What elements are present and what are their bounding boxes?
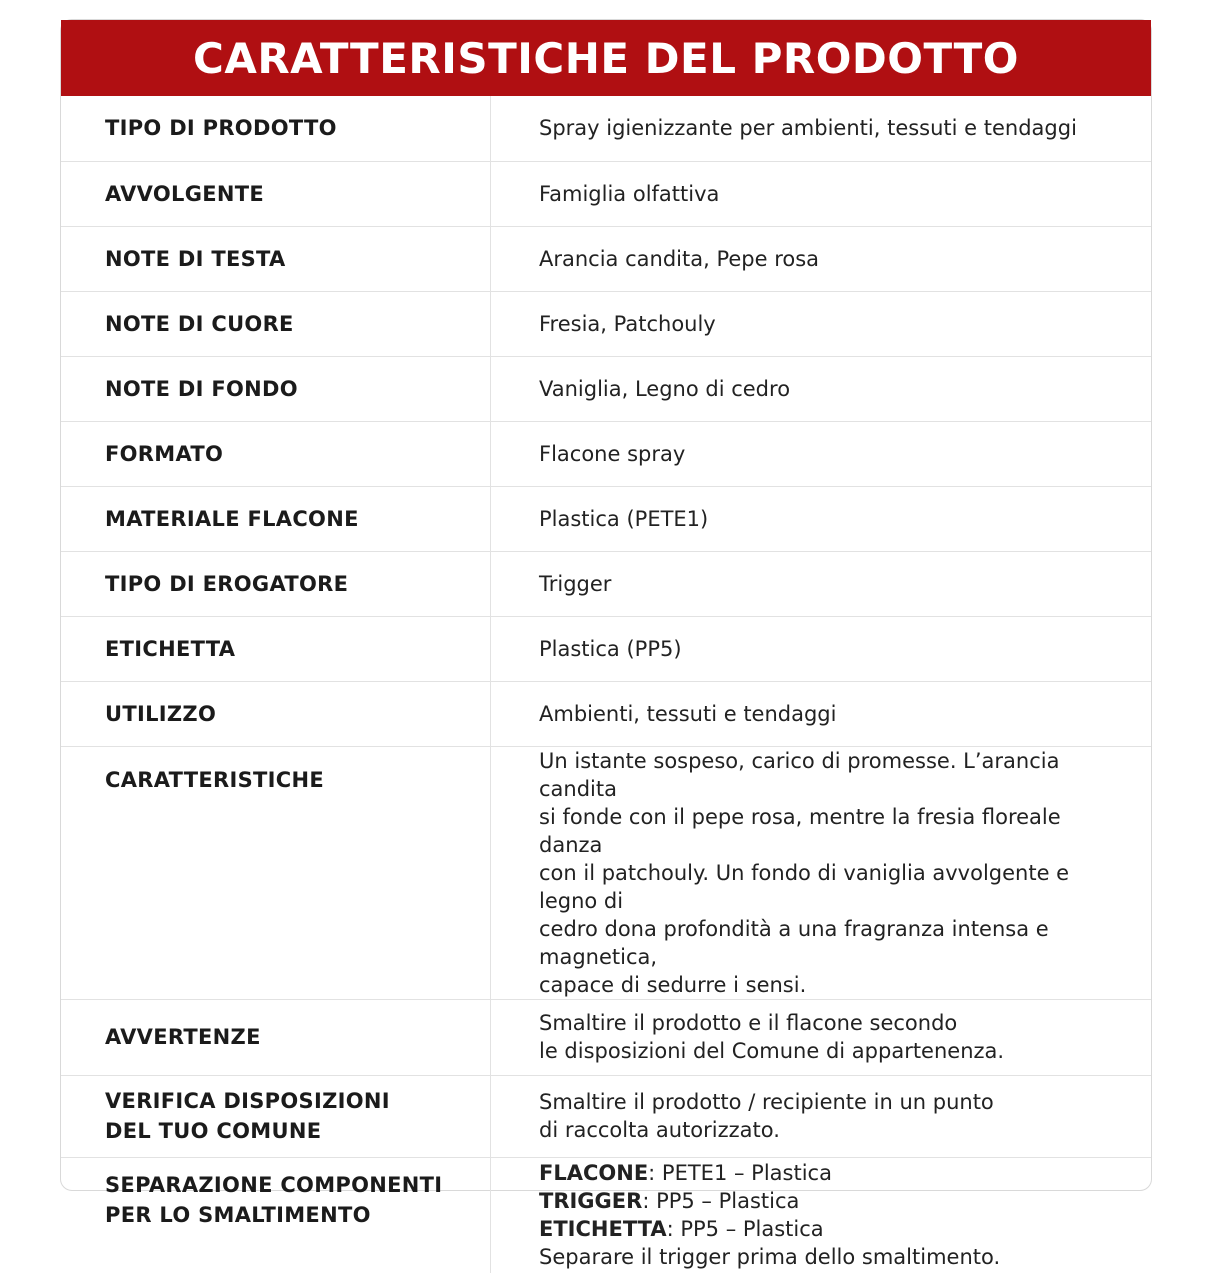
table-row — [61, 486, 1151, 551]
row-label: NOTE DI FONDO — [61, 356, 491, 421]
row-value: Ambienti, tessuti e tendaggi — [491, 681, 1152, 746]
page-title: CARATTERISTICHE DEL PRODOTTO — [193, 33, 1019, 83]
table-row — [61, 681, 1151, 746]
row-label: SEPARAZIONE COMPONENTI PER LO SMALTIMENTO — [61, 1157, 491, 1273]
component-name: FLACONE — [539, 1161, 649, 1186]
row-label: FORMATO — [61, 421, 491, 486]
component-line — [539, 1159, 1111, 1187]
table-row — [61, 161, 1151, 226]
row-label: ETICHETTA — [61, 616, 491, 681]
component-detail: : PP5 – Plastica — [642, 1189, 800, 1214]
row-value: Flacone spray — [491, 421, 1152, 486]
table-row — [61, 551, 1151, 616]
features-table — [61, 96, 1151, 1273]
row-label: UTILIZZO — [61, 681, 491, 746]
row-label: VERIFICA DISPOSIZIONI DEL TUO COMUNE — [61, 1075, 491, 1157]
row-label: TIPO DI EROGATORE — [61, 551, 491, 616]
row-label: TIPO DI PRODOTTO — [61, 96, 491, 161]
table-row — [61, 291, 1151, 356]
component-name: TRIGGER — [539, 1189, 643, 1214]
row-label: AVVOLGENTE — [61, 161, 491, 226]
product-features-card — [60, 19, 1152, 1270]
table-row — [61, 421, 1151, 486]
row-value: Spray igienizzante per ambienti, tessuti e tendaggi — [539, 116, 1077, 141]
row-value: Smaltire il prodotto e il flacone secondo le disposizioni del Comune di appartenenza. — [491, 999, 1152, 1075]
row-label: CARATTERISTICHE — [61, 746, 491, 999]
component-line — [539, 1215, 1111, 1243]
table-row — [61, 746, 1151, 999]
component-name: ETICHETTA — [539, 1217, 667, 1242]
table-row — [61, 226, 1151, 291]
component-line — [539, 1187, 1111, 1215]
component-detail: : PP5 – Plastica — [666, 1217, 824, 1242]
row-value: Vaniglia, Legno di cedro — [491, 356, 1152, 421]
table-row — [61, 1157, 1151, 1273]
row-label: NOTE DI CUORE — [61, 291, 491, 356]
row-value-description: Un istante sospeso, carico di promesse. L’arancia candita si fonde con il pepe rosa, mentre la fresia floreale danza con il patchouly. Un fondo di vaniglia avvolgente e legno di cedro dona profondità a una fragranza intensa e magnetica, capace di sedurre i sensi. — [491, 746, 1152, 999]
row-label: NOTE DI TESTA — [61, 226, 491, 291]
row-value: Famiglia olfattiva — [491, 161, 1152, 226]
component-detail: : PETE1 – Plastica — [648, 1161, 832, 1186]
row-value: Fresia, Patchouly — [491, 291, 1152, 356]
table-row — [61, 999, 1151, 1075]
row-value: Smaltire il prodotto / recipiente in un punto di raccolta autorizzato. — [491, 1075, 1152, 1157]
table-row — [61, 96, 1151, 161]
table-row — [61, 356, 1151, 421]
row-value: Plastica (PETE1) — [491, 486, 1152, 551]
row-value: Trigger — [491, 551, 1152, 616]
row-value: Arancia candita, Pepe rosa — [491, 226, 1152, 291]
disposal-note: Separare il trigger prima dello smaltimento. — [539, 1245, 1001, 1270]
header-bar — [61, 20, 1151, 96]
row-label: MATERIALE FLACONE — [61, 486, 491, 551]
table-row — [61, 1075, 1151, 1157]
row-label: AVVERTENZE — [61, 999, 491, 1075]
row-value: Plastica (PP5) — [491, 616, 1152, 681]
table-row — [61, 616, 1151, 681]
components-cell — [491, 1157, 1152, 1273]
